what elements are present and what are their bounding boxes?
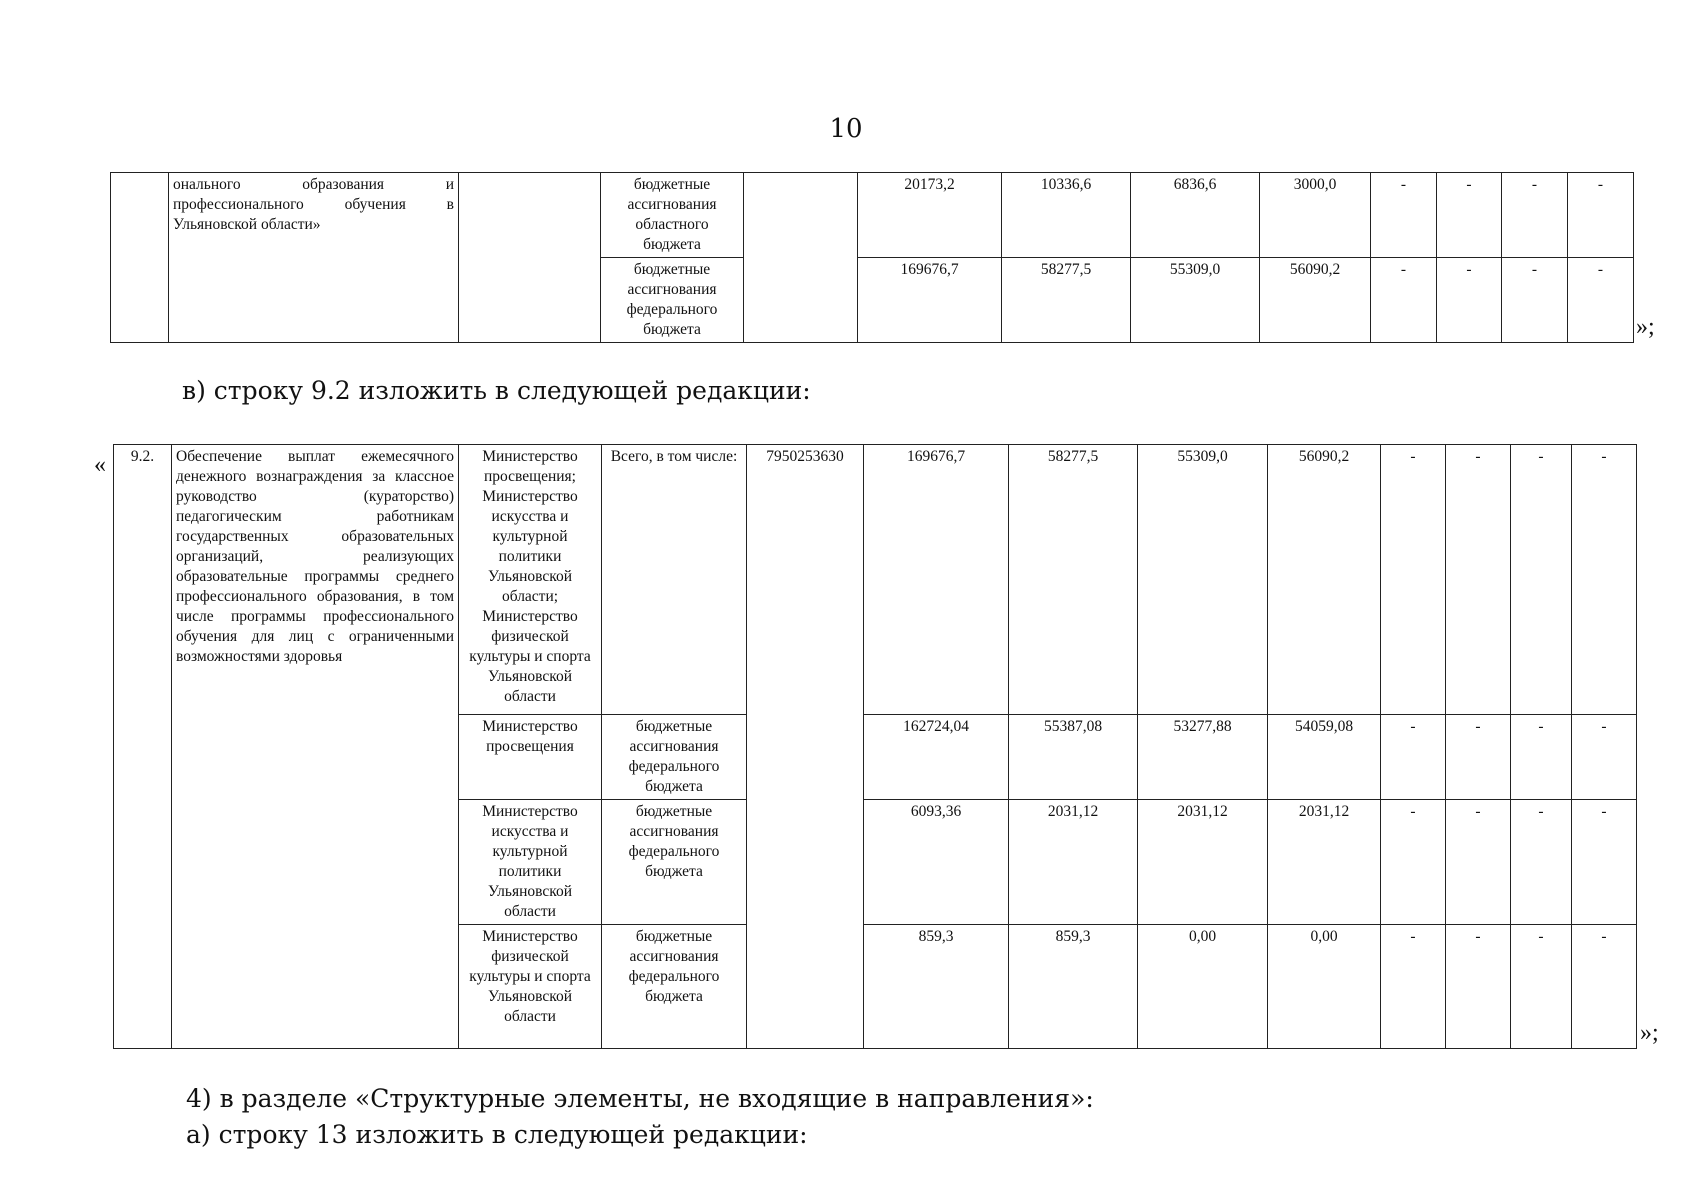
value-cell: - xyxy=(1511,800,1572,925)
value-cell: - xyxy=(1502,173,1568,258)
value-cell: 0,00 xyxy=(1138,925,1268,1049)
value-cell: 56090,2 xyxy=(1260,258,1371,343)
value-cell: 0,00 xyxy=(1268,925,1381,1049)
value-cell: - xyxy=(1572,715,1637,800)
funding-source-cell: бюджетные ассигнования областного бюджета xyxy=(601,173,744,258)
value-cell: 6093,36 xyxy=(864,800,1009,925)
closing-quote: »; xyxy=(1636,314,1655,340)
value-cell: 58277,5 xyxy=(1002,258,1131,343)
value-cell: - xyxy=(1371,173,1437,258)
executor-cell xyxy=(459,173,601,343)
value-cell: 859,3 xyxy=(864,925,1009,1049)
value-cell: - xyxy=(1572,445,1637,715)
executor-cell: Министерство просвещения xyxy=(459,715,602,800)
page-number: 10 xyxy=(829,114,863,144)
table-row xyxy=(111,173,1634,258)
code-cell xyxy=(744,173,858,343)
value-cell: 162724,04 xyxy=(864,715,1009,800)
value-cell: - xyxy=(1446,445,1511,715)
value-cell: - xyxy=(1437,258,1502,343)
value-cell: 56090,2 xyxy=(1268,445,1381,715)
paragraph-a: а) строку 13 изложить в следующей редакции: xyxy=(186,1120,808,1149)
value-cell: 6836,6 xyxy=(1131,173,1260,258)
value-cell: 55387,08 xyxy=(1009,715,1138,800)
funding-source-cell: Всего, в том числе: xyxy=(602,445,747,715)
value-cell: - xyxy=(1511,445,1572,715)
value-cell: - xyxy=(1568,258,1634,343)
value-cell: 58277,5 xyxy=(1009,445,1138,715)
budget-table-continuation xyxy=(110,172,1634,343)
value-cell: 54059,08 xyxy=(1268,715,1381,800)
value-cell: - xyxy=(1511,715,1572,800)
budget-table-9-2 xyxy=(113,444,1637,1049)
program-name-cell: онального образования и профессионального обучения в Ульяновской области» xyxy=(169,173,459,343)
value-cell: 2031,12 xyxy=(1009,800,1138,925)
value-cell: 859,3 xyxy=(1009,925,1138,1049)
opening-quote: « xyxy=(94,452,106,478)
value-cell: 169676,7 xyxy=(864,445,1009,715)
value-cell: - xyxy=(1381,925,1446,1049)
value-cell: - xyxy=(1568,173,1634,258)
value-cell: - xyxy=(1446,800,1511,925)
value-cell: - xyxy=(1371,258,1437,343)
value-cell: 3000,0 xyxy=(1260,173,1371,258)
value-cell: - xyxy=(1446,925,1511,1049)
value-cell: - xyxy=(1381,800,1446,925)
funding-source-cell: бюджетные ассигнования федерального бюджета xyxy=(602,800,747,925)
table-row xyxy=(114,445,1637,715)
value-cell: - xyxy=(1511,925,1572,1049)
value-cell: - xyxy=(1381,715,1446,800)
value-cell: 55309,0 xyxy=(1138,445,1268,715)
value-cell: 10336,6 xyxy=(1002,173,1131,258)
executor-cell: Министерство просвещения; Министерство искусства и культурной политики Ульяновской области; Министерство физической культуры и спорта Ульяновской области xyxy=(459,445,602,715)
value-cell: 2031,12 xyxy=(1138,800,1268,925)
value-cell: - xyxy=(1572,800,1637,925)
value-cell: - xyxy=(1502,258,1568,343)
value-cell: 2031,12 xyxy=(1268,800,1381,925)
value-cell: 169676,7 xyxy=(858,258,1002,343)
executor-cell: Министерство искусства и культурной политики Ульяновской области xyxy=(459,800,602,925)
value-cell: 53277,88 xyxy=(1138,715,1268,800)
row-number-cell: 9.2. xyxy=(114,445,172,1049)
closing-quote: »; xyxy=(1640,1020,1659,1046)
number-cell xyxy=(111,173,169,343)
value-cell: 55309,0 xyxy=(1131,258,1260,343)
value-cell: - xyxy=(1446,715,1511,800)
code-cell: 7950253630 xyxy=(747,445,864,1049)
value-cell: - xyxy=(1381,445,1446,715)
value-cell: - xyxy=(1572,925,1637,1049)
executor-cell: Министерство физической культуры и спорта Ульяновской области xyxy=(459,925,602,1049)
value-cell: - xyxy=(1437,173,1502,258)
value-cell: 20173,2 xyxy=(858,173,1002,258)
description-cell: Обеспечение выплат ежемесячного денежного вознаграждения за классное руководство (кураторство) педагогическим работникам государственных образовательных организаций, реализующих образовательные программы среднего профессионального образования, в том числе программы профессионального обучения для лиц с ограниченными возможностями здоровья xyxy=(172,445,459,1049)
paragraph-v: в) строку 9.2 изложить в следующей редакции: xyxy=(182,376,811,405)
funding-source-cell: бюджетные ассигнования федерального бюджета xyxy=(601,258,744,343)
funding-source-cell: бюджетные ассигнования федерального бюджета xyxy=(602,715,747,800)
funding-source-cell: бюджетные ассигнования федерального бюджета xyxy=(602,925,747,1049)
paragraph-4: 4) в разделе «Структурные элементы, не входящие в направления»: xyxy=(186,1084,1094,1113)
